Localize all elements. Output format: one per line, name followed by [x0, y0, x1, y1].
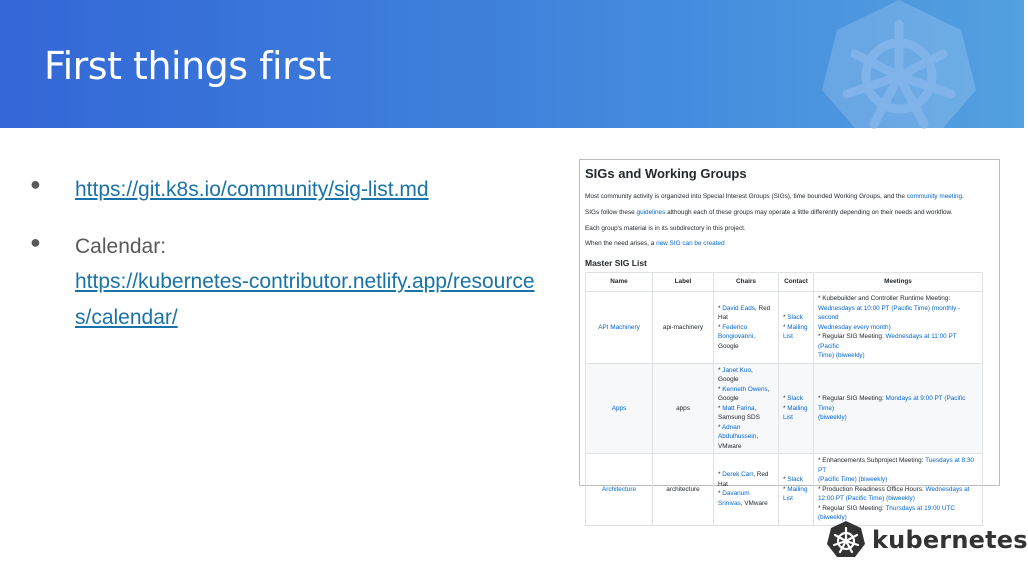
screenshot-heading: SIGs and Working Groups	[585, 166, 747, 181]
chair-line: * Matt Farina,	[718, 404, 757, 412]
screenshot-paragraph	[585, 209, 953, 217]
chair-line: Hat	[718, 314, 728, 321]
contact-line: * Slack	[783, 395, 803, 402]
text: .	[962, 193, 964, 200]
sig-name-link[interactable]: Apps	[611, 404, 627, 412]
kubernetes-helm-icon	[826, 520, 866, 560]
meeting-line: * Regular SIG Meeting: Thursdays at 19:00 UTC	[818, 504, 955, 512]
bullet-item-sig-list	[30, 172, 550, 208]
chair-line: * Federico	[718, 323, 748, 331]
sig-chairs-cell	[714, 292, 779, 364]
bullet-dot-icon	[30, 174, 52, 195]
contact-line	[783, 413, 809, 423]
calendar-link[interactable]: https://kubernetes-contributor.netlify.app/resources/calendar/	[75, 270, 535, 329]
contact-line: * Mailing	[783, 404, 808, 412]
bullet-dot-icon	[30, 232, 52, 253]
column-header: Meetings	[814, 273, 983, 292]
meeting-line	[818, 475, 978, 485]
chair-line: Google	[718, 395, 739, 402]
meeting-line: * Regular SIG Meeting: Wednesdays at 11:00 PT (Pacific	[818, 333, 957, 350]
master-sig-list-heading: Master SIG List	[585, 258, 647, 268]
sig-meetings-cell	[814, 363, 983, 454]
contact-link[interactable]: List	[783, 414, 793, 421]
sig-name-cell	[586, 454, 653, 526]
meeting-link[interactable]: Wednesday every month)	[818, 323, 891, 331]
contact-link[interactable]: List	[783, 495, 793, 502]
sig-label-cell: architecture	[653, 454, 714, 526]
chair-line: * Derek Carr, Red	[718, 471, 769, 479]
meeting-line	[818, 413, 978, 423]
contact-line	[783, 332, 809, 342]
sig-list-link[interactable]: https://git.k8s.io/community/sig-list.md	[75, 178, 429, 201]
contact-link[interactable]: Slack	[787, 476, 803, 483]
new-sig-link[interactable]: new SIG can be created	[656, 240, 725, 247]
chair-line: Hat	[718, 480, 728, 488]
title-bar	[0, 0, 1024, 128]
meeting-link[interactable]: (Pacific Time) (biweekly)	[818, 476, 888, 483]
chair-link[interactable]: David Eads	[722, 304, 755, 312]
text: SIGs follow these	[585, 209, 637, 216]
meeting-link[interactable]: Wednesdays at 11:00 PT (Pacific	[818, 333, 957, 350]
chair-link[interactable]: Kenneth Owens	[722, 385, 768, 393]
text: although each of these groups may operate a little differently depending on their needs and workflow.	[665, 209, 953, 216]
sig-table	[585, 272, 983, 526]
meeting-link[interactable]: Time) (biweekly)	[818, 352, 865, 359]
chair-link[interactable]: Janet Kuo	[722, 366, 752, 374]
meeting-line	[818, 494, 978, 504]
chair-link[interactable]: Adnan	[721, 423, 741, 431]
chair-line: Srinivas, VMware	[718, 499, 768, 507]
chair-link[interactable]: Bongiovanni	[718, 333, 754, 340]
contact-link[interactable]: Slack	[787, 395, 803, 402]
sig-meetings-cell	[814, 454, 983, 526]
chair-line: Google	[718, 342, 739, 350]
bullet-item-calendar	[30, 230, 550, 336]
sig-contact-cell	[779, 292, 814, 364]
meeting-line	[818, 323, 978, 333]
sig-name-cell	[586, 363, 653, 454]
meeting-line: * Regular SIG Meeting: Mondays at 9:00 PT (Pacific Time)	[818, 395, 966, 412]
meeting-line	[818, 304, 978, 323]
slide-title: First things first	[44, 44, 331, 88]
meeting-link[interactable]: Tuesdays at 8:30 PT	[818, 457, 974, 474]
screenshot-paragraph	[585, 193, 964, 201]
contact-line: * Mailing	[783, 485, 808, 493]
sig-name-link[interactable]: Architecture	[601, 485, 637, 493]
sig-chairs-cell	[714, 363, 779, 454]
chair-line: Bongiovanni,	[718, 333, 755, 340]
guidelines-link[interactable]: guidelines	[636, 209, 666, 216]
sig-name-link[interactable]: API Machinery	[598, 323, 640, 331]
meeting-link[interactable]: Mondays at 9:00 PT (Pacific Time)	[818, 395, 966, 412]
kubernetes-logo	[826, 520, 1028, 560]
meeting-link[interactable]: 12:00 PT (Pacific Time) (biweekly)	[818, 495, 915, 502]
sig-name-cell	[586, 292, 653, 364]
chair-link[interactable]: Davanum	[722, 490, 750, 498]
contact-link[interactable]: Mailing	[787, 404, 808, 412]
contact-link[interactable]: List	[783, 333, 793, 340]
bullet-list	[30, 172, 550, 358]
table-row	[586, 292, 983, 364]
kubernetes-wordmark: kubernetes	[872, 526, 1028, 554]
chair-line: * David Eads, Red	[718, 304, 771, 312]
column-header: Chairs	[714, 273, 779, 292]
screenshot-paragraph	[585, 240, 725, 248]
community-meeting-link[interactable]: community meeting	[906, 193, 963, 200]
sig-label-cell: api-machinery	[653, 292, 714, 364]
contact-link[interactable]: Slack	[787, 314, 803, 321]
screenshot-paragraph: Each group's material is in its subdirectory in this project.	[585, 225, 746, 232]
chair-line: * Kenneth Owens,	[718, 385, 770, 393]
chair-link[interactable]: Matt Farina	[722, 404, 755, 412]
meeting-line: * Kubebuilder and Controller Runtime Meeting:	[818, 295, 951, 302]
contact-link[interactable]: Mailing	[787, 323, 808, 331]
text: Most community activity is organized into Special Interest Groups (SIGs), time bounded Working Groups, and the	[585, 193, 907, 200]
chair-link[interactable]: Abdulhussein	[718, 433, 757, 440]
chair-link[interactable]: Srinivas	[718, 499, 741, 507]
chair-link[interactable]: Federico	[722, 323, 748, 331]
kubernetes-helm-watermark-icon	[814, 0, 984, 134]
meeting-link[interactable]: Wednesdays at 10:00 PT (Pacific Time) (monthly - second	[818, 304, 961, 321]
column-header: Label	[653, 273, 714, 292]
chair-line: * Davanum	[718, 490, 750, 498]
contact-link[interactable]: Mailing	[787, 485, 808, 493]
sig-contact-cell	[779, 454, 814, 526]
calendar-label: Calendar:	[75, 235, 167, 258]
table-row	[586, 363, 983, 454]
meeting-link[interactable]: (biweekly)	[818, 514, 847, 521]
meeting-link[interactable]: Wednesdays at	[925, 485, 970, 493]
chair-line: VMware	[718, 442, 742, 450]
meeting-line: * Production Readiness Office Hours: Wednesdays at	[818, 485, 970, 493]
chair-link[interactable]: Derek Carr	[722, 471, 754, 479]
text: When the need arises, a	[585, 240, 657, 247]
chair-line: Samsung SDS	[718, 414, 760, 421]
table-row	[586, 454, 983, 526]
sig-label-cell: apps	[653, 363, 714, 454]
meeting-line	[818, 351, 978, 361]
chair-line: * Janet Kuo, Google	[718, 366, 753, 383]
sig-list-screenshot	[579, 159, 1000, 521]
meeting-link[interactable]: Thursdays at 19:00 UTC	[885, 504, 955, 512]
sig-contact-cell	[779, 363, 814, 454]
contact-line: * Slack	[783, 314, 803, 321]
meeting-line: * Enhancements Subproject Meeting: Tuesdays at 8:30 PT	[818, 457, 974, 474]
column-header: Name	[586, 273, 653, 292]
contact-line	[783, 494, 809, 504]
chair-line: * Adnan	[718, 423, 741, 431]
contact-line: * Slack	[783, 476, 803, 483]
meeting-link[interactable]: (biweekly)	[818, 414, 847, 421]
table-header-row	[586, 273, 983, 292]
sig-meetings-cell	[814, 292, 983, 364]
sig-chairs-cell	[714, 454, 779, 526]
column-header: Contact	[779, 273, 814, 292]
contact-line: * Mailing	[783, 323, 808, 331]
chair-line: Abdulhussein,	[718, 433, 759, 440]
